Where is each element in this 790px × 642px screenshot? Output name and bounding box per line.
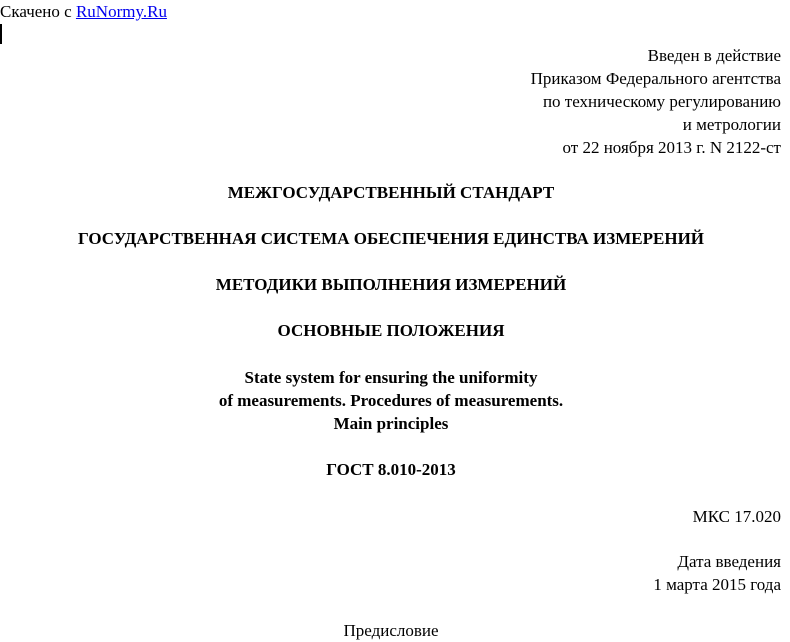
english-title-line: of measurements. Procedures of measurements. — [218, 391, 564, 410]
effective-date-value: 1 марта 2015 года — [653, 575, 781, 594]
methods-heading: МЕТОДИКИ ВЫПОЛНЕНИЯ ИЗМЕРЕНИЙ — [215, 275, 567, 294]
enactment-line: по техническому регулированию — [542, 92, 781, 111]
gost-code: ГОСТ 8.010-2013 — [326, 460, 456, 479]
mks-code: МКС 17.020 — [692, 507, 781, 526]
source-link[interactable]: RuNormy.Ru — [75, 2, 167, 21]
source-prefix: Скачено с — [0, 2, 76, 21]
effective-date-label: Дата введения — [677, 552, 781, 571]
enactment-line: от 22 ноября 2013 г. N 2122-ст — [562, 138, 781, 157]
english-title-line: State system for ensuring the uniformity — [244, 368, 538, 387]
foreword-heading: Предисловие — [343, 621, 439, 640]
interstate-standard-heading: МЕЖГОСУДАРСТВЕННЫЙ СТАНДАРТ — [227, 183, 555, 202]
english-title-line: Main principles — [333, 414, 449, 433]
basic-provisions-heading: ОСНОВНЫЕ ПОЛОЖЕНИЯ — [277, 321, 505, 340]
text-cursor — [0, 24, 2, 44]
enactment-line: и метрологии — [682, 115, 781, 134]
enactment-block — [531, 44, 781, 159]
english-title — [0, 366, 782, 435]
state-system-heading: ГОСУДАРСТВЕННАЯ СИСТЕМА ОБЕСПЕЧЕНИЯ ЕДИНСТВА ИЗМЕРЕНИЙ — [77, 229, 705, 248]
enactment-line: Введен в действие — [647, 46, 781, 65]
source-line — [0, 0, 167, 23]
enactment-line: Приказом Федерального агентства — [530, 69, 781, 88]
effective-date-block — [653, 550, 781, 596]
